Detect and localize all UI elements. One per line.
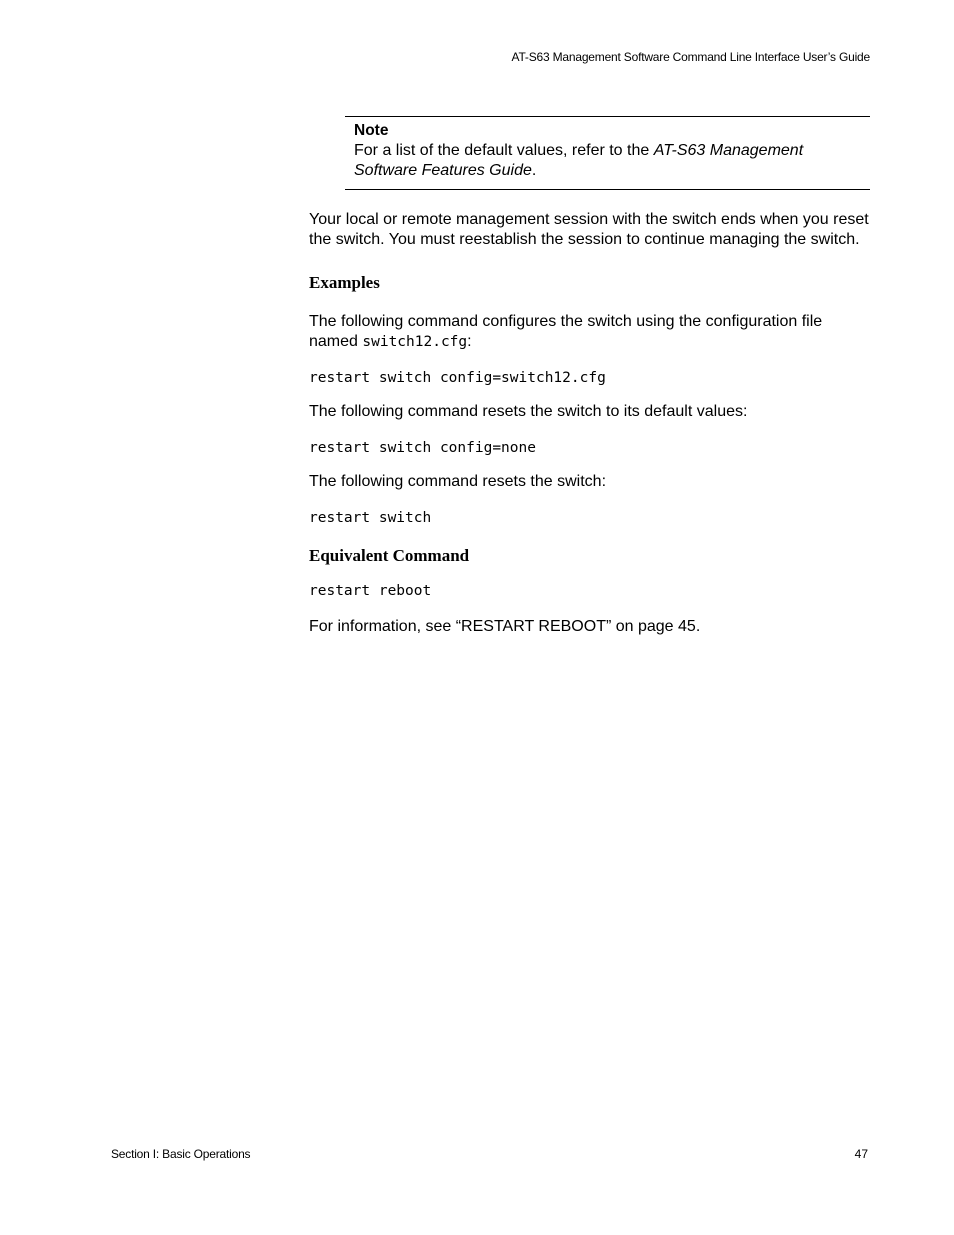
example1-suffix: :: [467, 333, 472, 350]
note-title: Note: [354, 122, 389, 139]
running-header: AT-S63 Management Software Command Line Interface User’s Guide: [511, 50, 870, 64]
note-guide-title: AT-S63 Management Software Features Guide: [354, 142, 804, 179]
example2-paragraph: The following command resets the switch to its default values:: [309, 403, 748, 420]
equivalent-command: restart reboot: [309, 583, 432, 599]
example2-command: restart switch config=none: [309, 440, 536, 456]
page-number: 47: [854, 1147, 868, 1161]
example1-paragraph: [309, 312, 874, 352]
example1-command: restart switch config=switch12.cfg: [309, 370, 606, 386]
footer-section: Section I: Basic Operations: [111, 1147, 251, 1161]
config-filename: switch12.cfg: [362, 334, 468, 350]
note-body-suffix: .: [531, 162, 537, 179]
equivalent-info-paragraph: For information, see “RESTART REBOOT” on page 45.: [309, 618, 701, 635]
note-body-prefix: For a list of the default values, refer to the: [354, 142, 654, 159]
intro-paragraph: Your local or remote management session with the switch ends when you reset the switch. You must reestablish the session to continue managing the switch.: [309, 211, 869, 248]
note-body: [354, 141, 870, 181]
examples-heading: Examples: [309, 273, 380, 292]
note-box: [345, 116, 870, 190]
example3-paragraph: The following command resets the switch:: [309, 473, 607, 490]
example1-text: The following command configures the switch using the configuration file named: [309, 313, 823, 350]
equivalent-command-heading: Equivalent Command: [309, 546, 470, 565]
main-content: [309, 210, 874, 637]
example3-command: restart switch: [309, 510, 432, 526]
